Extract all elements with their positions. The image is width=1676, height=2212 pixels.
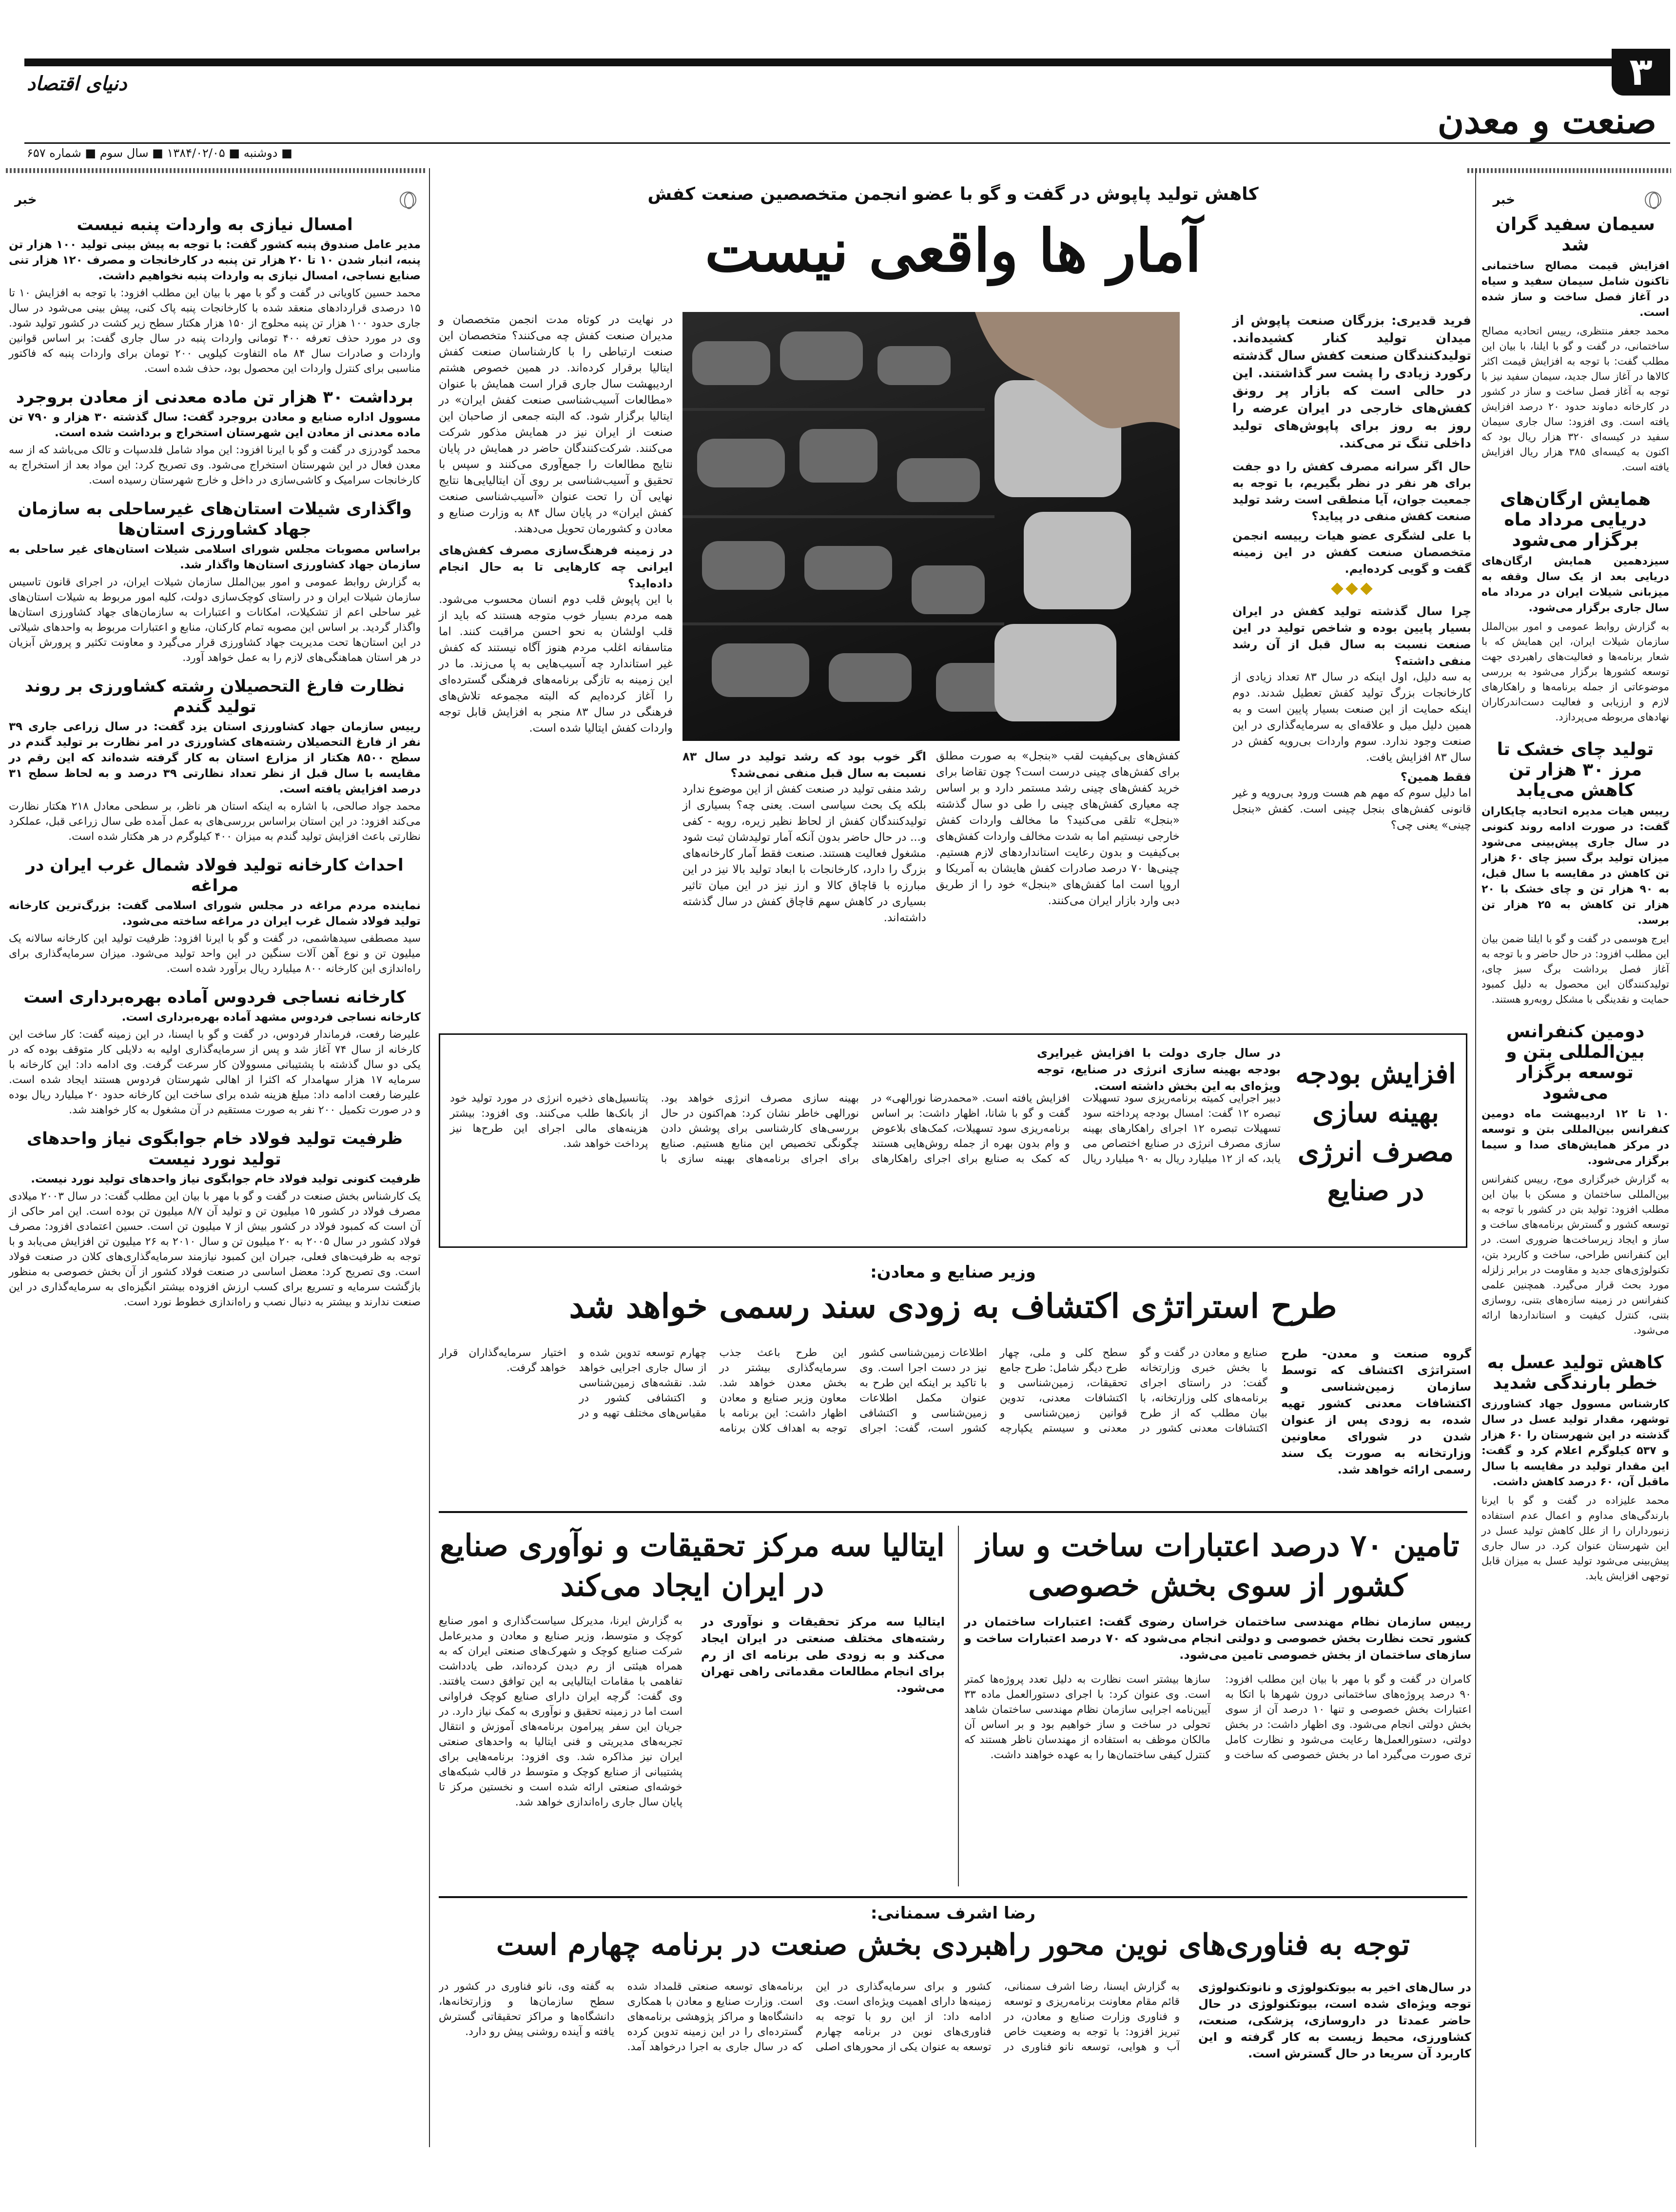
feature-text: در نهایت در کوتاه مدت انجمن متخصصان و مدیران صنعت کفش چه می‌کنند؟ متخصصان این صنعت ارتباطی را با کارشناسان صنعت کفش ایتالیا برقرار کرده‌اند. در همین خصوص هشتم اردیبهشت سال جاری قرار است همایش با عنوان «مطالعات آسیب‌شناسی صنعت کفش ایران» در ایتالیا برگزار شود. که البته جمعی از صاحبان این صنعت از ایران نیز در همایش مذکور شرکت می‌کنند. شرکت‌کنندگان حاضر در همایش در پایان نتایج مطالعات را جمع‌آوری می‌کنند و سپس با تحقیق و آسیب‌شناسی بر روی آن ایتالیایی‌ها نتایج نهایی آن را تحت عنوان «آسیب‌شناسی صنعت کفش ایران» در پایان سال ۸۴ به وزارت صنایع و معادن و کشورمان تحویل می‌دهند. bbox=[439, 313, 673, 535]
feature-col4 bbox=[936, 748, 1180, 909]
feature-text: به سه دلیل، اول اینکه در سال ۸۳ تعداد زیادی از کارخانجات بزرگ تولید کفش تعطیل شدند. دوم اینکه حمایت از این صنعت بسیار پایین است و به همین دلیل میل و علاقه‌ای به سرمایه‌گذاری در این صنعت وجود ندارد. سوم واردات بی‌رویه کفش در سال ۸۳ افزایش یافت. bbox=[1232, 671, 1471, 764]
main-title: آمار ها واقعی نیست bbox=[704, 216, 1202, 285]
news-title: تولید چای خشک تا مرز ۳۰ هزار تن کاهش می‌یابد bbox=[1497, 739, 1654, 800]
news-item bbox=[9, 855, 421, 976]
left-col-divider bbox=[429, 168, 430, 2147]
news-item bbox=[9, 499, 421, 665]
construction-title: تامین ۷۰ درصد اعتبارات ساخت و ساز کشور از سوی بخش خصوصی bbox=[976, 1528, 1460, 1603]
main-kicker: کاهش تولید پاپوش در گفت و گو با عضو انجمن متخصصین صنعت کفش bbox=[647, 184, 1259, 204]
section-rule bbox=[439, 1511, 1467, 1513]
news-title: برداشت ۳۰ هزار تن ماده معدنی از معادن بروجرد bbox=[16, 388, 414, 407]
news-title: کاهش تولید عسل به خطر بارندگی شدید bbox=[1487, 1353, 1664, 1393]
right-tag: خبر bbox=[1493, 193, 1515, 207]
nano-lead: در سال‌های اخیر به بیوتکنولوژی و نانوتکنولوژی توجه ویژه‌ای شده است، بیوتکنولوژی در حال حاضر عمدتا در داروسازی، پزشکی، صنعت، کشاورزی، محیط زیست به کار گرفته و این کاربرد آن سریعا در حال گسترش است. bbox=[1198, 1980, 1471, 2060]
news-title: نظارت فارغ التحصیلان رشته کشاورزی بر روند تولید گندم bbox=[24, 677, 405, 717]
nano-title: توجه به فناوری‌های نوین محور راهبردی بخش صنعت در برنامه چهارم است bbox=[496, 1928, 1410, 1962]
news-body: ایرج هوسمی در گفت و گو با ایلنا ضمن بیان این مطلب افزود: در حال حاضر و با توجه به آغاز فصل برداشت برگ سبز چای، تولیدکنندگان این محصول به دلیل کمبود حمایت و نقدینگی با مشکل روبه‌رو هستند. bbox=[1481, 933, 1669, 1005]
news-body: محمد جواد صالحی، با اشاره به اینکه استان هر ناظر، بر سطحی معادل ۲۱۸ هکتار نظارت می‌کند افزود: در این استان براساس بررسی‌های به عمل آمده طی سال زراعی قبل، عملکرد نظارتی باعث افزایش تولید گندم به میزان ۴۰۰ کیلوگرم در هر هکتار شده است. bbox=[9, 800, 421, 843]
feature-question: حال اگر سرانه مصرف کفش را دو جفت برای هر نفر در نظر بگیریم، با توجه به جمعیت جوان، آیا منطقی است رشد تولید صنعت کفش منفی در پیاید؟ bbox=[1232, 460, 1471, 523]
feature-question: اگر خوب بود که رشد تولید در سال ۸۳ نسبت به سال قبل منفی نمی‌شد؟ bbox=[682, 750, 926, 780]
construction-body: کامران در گفت و گو با مهر با بیان این مطلب افزود: ۹۰ درصد پروژه‌های ساختمانی درون شهرها با اتکا به اعتبارات بخش خصوصی و تنها ۱۰ درصد آن از سوی بخش دولتی انجام می‌شود. وی اظهار داشت: در بخش دولتی، دستورالعمل‌ها رعایت می‌شود و نظارت کامل تری صورت می‌گیرد اما در بخش خصوصی که ساخت و سازها بیشتر است نظارت به دلیل تعدد پروژه‌ها کمتر است. وی عنوان کرد: با اجرای دستورالعمل ماده ۳۳ آیین‌نامه اجرایی سازمان نظام مهندسی ساختمان شاهد تحولی در ساخت و ساز خواهیم بود و بر اساس آن مالکان موظف به استفاده از مهندسان ناظر هستند که کنترل کیفی ساختمان‌ها را به عهده خواهند داشت. bbox=[964, 1673, 1471, 1761]
news-item bbox=[9, 214, 421, 376]
news-title: احداث کارخانه تولید فولاد شمال غرب ایران در مراغه bbox=[26, 855, 404, 895]
left-tag-band bbox=[6, 168, 425, 173]
feature-question: چرا سال گذشته تولید کفش در ایران بسیار پایین بوده و شاخص تولید در این صنعت نسبت به سال قبل از آن رشد منفی داشته؟ bbox=[1232, 604, 1471, 668]
feature-text: با این پاپوش قلب دوم انسان محسوب می‌شود. همه مردم بسیار خوب متوجه هستند که باید از قلب اولشان به نحو احسن مراقبت کنند. اما متاسفانه اغلب مردم هنوز آگاه نیستند که کفش غیر استاندارد چه آسیب‌هایی به پا می‌زند. ما در این زمینه به تازگی برنامه‌های فرهنگی گسترده‌ای را آغاز کرده‌ایم که البته مجموعه تلاش‌های فرهنگی در سال ۸۳ منجر به افزایش قابل توجه واردات کفش ایتالیا شده است. bbox=[439, 593, 673, 735]
news-title: امسال نیازی به واردات پنبه نیست bbox=[77, 215, 353, 234]
news-title: دومین کنفرانس بین‌المللی بتن و توسعه برگزار می‌شود bbox=[1506, 1022, 1645, 1103]
news-body: به گزارش خبرگزاری موج، رییس کنفرانس بین‌المللی ساختمان و مسکن با بیان این مطلب افزود: تولید بتن در کشور با توجه به توسعه کشور و گسترش برنامه‌های ساخت و ساز و ایجاد زیرساخت‌ها ضروری است. در این کنفرانس طراحی، ساخت و کاربرد بتن، تکنولوژی‌های جدید و مقاومت در برابر زلزله مورد بحث قرار می‌گیرد. همچنین علمی کنفرانس در زمینه سازه‌های بتنی، روسازی بتنی، کنترل کیفیت و استانداردها ارائه می‌شود. bbox=[1481, 1173, 1669, 1336]
news-lead: مسوول اداره صنایع و معادن بروجرد گفت: سال گذشته ۳۰ هزار و ۷۹۰ تن ماده معدنی از معادن این شهرستان استخراج و برداشت شده است. bbox=[9, 411, 421, 439]
shoes-illustration bbox=[682, 312, 1180, 741]
news-lead: افزایش قیمت مصالح ساختمانی تاکنون شامل سیمان سفید و سیاه در آغاز فصل ساخت و ساز شده است. bbox=[1481, 260, 1669, 319]
news-title: سیمان سفید گران شد bbox=[1496, 214, 1655, 255]
news-item bbox=[1481, 1353, 1669, 1584]
news-item bbox=[9, 1128, 421, 1310]
right-tag-band bbox=[1467, 168, 1671, 173]
strategy-title: طرح استراتژی اکتشاف به زودی سند رسمی خواهد شد bbox=[569, 1287, 1337, 1326]
news-body: سید مصطفی سیدهاشمی، در گفت و گو با ایرنا افزود: ظرفیت تولید این کارخانه سالانه یک میلیون تن و نوع آهن آلات سنگین در این واحد تولید می‌شود. میزان سرمایه‌گذاری برای راه‌اندازی این کارخانه ۸۰۰ میلیارد ریال برآورد شده است. bbox=[9, 932, 421, 975]
right-news-column bbox=[1481, 214, 1669, 1598]
news-lead: کارخانه نساجی فردوس مشهد آماده بهره‌برداری است. bbox=[121, 1011, 421, 1024]
energy-lead: در سال جاری دولت با افزایش غیرایری بودجه بهینه سازی انرژی در صنایع، توجه ویژه‌ای به این بخش داشته است. bbox=[1037, 1046, 1281, 1093]
news-body: محمد گودرزی در گفت و گو با ایرنا افزود: این مواد شامل فلدسپات و تالک می‌باشد که از سه معدن فعال در این شهرستان استخراج می‌شود. وی تصریح کرد: این مواد بعد از استخراج به کارخانجات سرامیک و کاشی‌سازی در داخل و خارج شهرستان رسیده است. bbox=[9, 444, 421, 486]
shoe-shelves-photo bbox=[682, 312, 1180, 741]
news-lead: سیزدهمین همایش ارگان‌های دریایی بعد از یک سال وقفه به میزبانی شیلات ایران در مرداد ماه سال جاری برگزار می‌شود. bbox=[1481, 555, 1669, 614]
energy-title: افزایش بودجه بهینه سازی مصرف انرژی در صنایع bbox=[1295, 1058, 1456, 1207]
news-lead: نماینده مردم مراغه در مجلس شورای اسلامی گفت: بزرگ‌ترین کارخانه تولید فولاد شمال غرب ایران در مراغه ساخته می‌شود. bbox=[9, 899, 421, 928]
news-body: یک کارشناس بخش صنعت در گفت و گو با مهر با بیان این مطلب گفت: در سال ۲۰۰۳ میلادی مصرف فولاد در کشور ۱۵ میلیون تن و تولید آن ۸/۷ میلیون تن بوده است. این امر حاکی از آن است که کمبود فولاد در کشور بیش از ۷ میلیون تن است. حسین اعتمادی افزود: مصرف فولاد کشور در سال ۲۰۰۵ به ۲۰ میلیون تن و سال ۲۰۱۰ به ۲۶ میلیون تن افزایش می‌یابد و با توجه به ظرفیت‌های فعلی، جبران این کمبود نیازمند سرمایه‌گذاری‌های کلان در صنعت فولاد است. وی تصریح کرد: معضل اساسی در صنعت فولاد کشور از آن بخش خصوصی به منظور بازگشت سرمایه و تسریع برای کسب ارزش افزوده بیشتر انگیزه‌ای به سرمایه‌گذاری در این صنعت ندارند و بیشتر به دنبال نصب و راه‌اندازی خطوط نورد است. bbox=[9, 1190, 421, 1308]
feature-text: کفش‌های بی‌کیفیت لقب «بنجل» به صورت مطلق برای کفش‌های چینی درست است؟ چون تقاضا برای خرید کفش‌های چینی رشد مستمر دارد و بر اساس چه معیاری کفش‌های چینی را طی دو سال گذشته «بنجل» تلقی می‌کنید؟ ما مخالف واردات کفش خارجی نیستیم اما به شدت مخالف واردات کفش‌های بی‌کیفیت و بدون رعایت استانداردهای لازم هستیم. چینی‌ها ۷۰ درصد صادرات کفش هایشان به آمریکا و اروپا است اما کفش‌های «بنجل» خود را از طریق دبی وارد بازار ایران می‌کنند. bbox=[936, 750, 1180, 907]
left-tag: خبر bbox=[15, 193, 37, 207]
construction-lead: رییس سازمان نظام مهندسی ساختمان خراسان رضوی گفت: اعتبارات ساختمان در کشور تحت نظارت بخش خصوصی و دولتی انجام می‌شود که ۷۰ درصد اعتبارات ساخت و سازهای ساختمان از بخش خصوصی تامین می‌شود. bbox=[964, 1615, 1472, 1662]
italy-lead: ایتالیا سه مرکز تحقیقات و نوآوری در رشته‌های مختلف صنعتی در ایران ایجاد می‌کند و به زودی طی برنامه ای از رم برای انجام مطالعات مقدماتی راهی تهران می‌شود. bbox=[701, 1615, 945, 1695]
feature-col3 bbox=[682, 748, 926, 926]
news-lead: براساس مصوبات مجلس شورای اسلامی شیلات استان‌های غیر ساحلی به سازمان جهاد کشاورزی استان‌ها واگذار شد. bbox=[9, 543, 421, 571]
feature-text: اما دلیل سوم که مهم هم هست ورود بی‌رویه و غیر قانونی کفش‌های بنجل چینی است. کفش «بنجل چینی» یعنی چی؟ bbox=[1232, 787, 1471, 832]
news-item bbox=[9, 387, 421, 488]
news-item bbox=[1481, 739, 1669, 1007]
news-lead: رییس هیات مدیره اتحادیه چایکاران گفت: در صورت ادامه روند کنونی در سال جاری پیش‌بینی می‌شود میزان تولید برگ سبز چای ۶۰ هزار تن کاهش در مقایسه با سال قبل، به ۹۰ هزار تن و چای خشک با ۲۰ هزار تن کاهش به ۲۵ هزار تن برسد. bbox=[1481, 805, 1670, 927]
feature-question: در زمینه فرهنگ‌سازی مصرف کفش‌های ایرانی چه کارهایی تا به حال انجام داده‌اید؟ bbox=[439, 543, 673, 590]
nano-kicker: رضا اشرف سمنانی: bbox=[870, 1903, 1036, 1923]
news-item bbox=[1481, 214, 1669, 475]
news-lead: کارشناس مسوول جهاد کشاورزی توشهر، مقدار تولید عسل در سال گذشته در این شهرستان را ۶۰ هزار و ۵۳۷ کیلوگرم اعلام کرد و گفت: این مقدار تولید در مقایسه با سال ماقبل آن، ۶۰ درصد کاهش داشت. bbox=[1481, 1398, 1669, 1488]
feature-intro-column bbox=[1232, 312, 1471, 834]
brand-logo: دنیای اقتصاد bbox=[27, 72, 127, 95]
news-body: علیرضا رفعت، فرماندار فردوس، در گفت و گو با ایسنا، در این زمینه گفت: کار ساخت این کارخانه از سال ۷۴ آغاز شد و پس از سرمایه‌گذاری اولیه به دلایلی کار متوقف بوده که در یکی دو سال گذشته با پشتیبانی مسوولان کار سرعت گرفت. وی ادامه داد: این کارخانه با سرمایه ۱۷ هزار سهامدار که اکثرا از اهالی شهرستان فردوس هستند ایجاد شده است. علیرضا رفعت ادامه داد: مبلغ هزینه شده برای ساخت این کارخانه حدود ۲۰ میلیارد ریال بوده و در صورت تکمیل ۲۰۰ نفر به صورت مستقیم در آن مشغول به کار خواهند شد. bbox=[9, 1028, 421, 1116]
news-body: محمد علیزاده در گفت و گو با ایرنا بارندگی‌های مداوم و اعمال عدم استفاده زنبورداران را از علل کاهش تولید عسل در این شهرستان عنوان کرد. در سال جاری پیش‌بینی می‌شود تولید عسل به میزان قابل توجهی افزایش یابد. bbox=[1481, 1494, 1669, 1582]
feature-intro: فرید قدیری: بزرگان صنعت پاپوش از میدان تولید کنار کشیده‌اند. تولیدکنندگان صنعت کفش سال گذشته رکورد زیادی را پشت سر گذاشتند. این در حالی است که بازار پر رونق کفش‌های خارجی در ایران عرضه را روز به روز برای پاپوش‌های تولید داخلی تنگ تر می‌کند. bbox=[1232, 313, 1471, 451]
right-col-divider bbox=[1475, 168, 1476, 2147]
page-number: ۳ bbox=[1612, 49, 1670, 96]
feature-answer: با علی لشگری عضو هیات رییسه انجمن متخصصان صنعت کفش در این زمینه گفت و گویی کرده‌ایم. bbox=[1232, 529, 1471, 576]
news-item bbox=[1481, 1022, 1669, 1338]
news-title: کارخانه نساجی فردوس آماده بهره‌برداری است bbox=[23, 988, 406, 1007]
news-body: محمد جعفر منتظری، رییس اتحادیه مصالح ساختمانی، در گفت و گو با ایلنا، با بیان این مطلب گفت: با توجه به افزایش قیمت اکثر کالاها در آغاز سال جدید، سیمان سفید نیز با توجه به آغاز فصل ساخت و ساز در کشور در کارخانه دماوند حدود ۲۰ درصد افزایش یافته است. وی افزود: سال جاری سیمان سفید در کیسه‌ای ۳۲۰ هزار ریال بود که اکنون به کیسه‌ای ۳۸۵ هزار ریال افزایش یافته است. bbox=[1481, 325, 1670, 473]
news-lead: مدیر عامل صندوق پنبه کشور گفت: با توجه به پیش بینی تولید ۱۰۰ هزار تن پنبه، انبار شدن ۱۰ تا ۲۰ هزار تن پنبه در کارخانجات و مصرف ۱۲۰ هزار تنی صنایع نساجی، امسال نیازی به واردات پنبه نخواهیم داشت. bbox=[9, 238, 421, 282]
news-item bbox=[9, 987, 421, 1118]
news-title: ظرفیت تولید فولاد خام جوابگوی نیاز واحدهای تولید نورد نیست bbox=[26, 1129, 403, 1169]
masthead-underline bbox=[24, 142, 1670, 144]
globe-icon bbox=[1645, 192, 1661, 208]
feature-text: رشد منفی تولید در صنعت کفش از این موضوع ندارد بلکه یک بحث سیاسی است. یعنی چه؟ بسیاری از تولیدکنندگان کفش از لحاظ نظیر زیره، رویه - کفی و... در حال حاضر بدون آنکه آمار تولیدشان ثبت شود مشغول فعالیت هستند. صنعت فقط آمار کارخانه‌های بزرگ را دارد، کارخانجات با ابعاد تولید بالا نیز در این مبارزه با قاچاق کالا و ارز نیز در این میان تاثیر بسیاری در کاهش سهم قاچاق کفش در سال گذشته داشته‌اند. bbox=[682, 783, 926, 924]
masthead-rule bbox=[24, 58, 1670, 66]
strategy-kicker: وزیر صنایع و معادن: bbox=[870, 1262, 1036, 1282]
news-lead: ظرفیت کنونی تولید فولاد خام جوابگوی نیاز واحدهای تولید نورد نیست. bbox=[31, 1173, 421, 1185]
left-news-column bbox=[9, 214, 421, 1320]
news-body: به گزارش روابط عمومی و امور بین‌الملل سازمان شیلات ایران، این همایش که با شعار برنامه‌ها و فعالیت‌های راهبردی جهت توسعه کشورها برگزار می‌شود به بررسی موضوعاتی از جمله برنامه‌ها و راهکارهای لازم و ارزیابی و فعالیت دست‌اندرکاران نهادهای مربوطه می‌پردازد. bbox=[1481, 621, 1669, 723]
energy-box bbox=[439, 1033, 1467, 1248]
section-rule bbox=[439, 1896, 1467, 1898]
energy-text-col bbox=[1037, 1045, 1281, 1094]
article-divider bbox=[958, 1526, 959, 1886]
strategy-lead: گروه صنعت و معدن- طرح استراتژی اکتشاف که توسط سازمان زمین‌شناسی و اکتشافات معدنی کشور تهیه شده، به زودی پس از عنوان شدن در شورای معاونین وزارتخانه به صورت یک سند رسمی ارائه خواهد شد. bbox=[1281, 1347, 1471, 1476]
nano-body: به گزارش ایسنا، رضا اشرف سمنانی، قائم مقام معاونت برنامه‌ریزی و توسعه و فناوری وزارت صنایع و معادن، در تبریز افزود: با توجه به وضعیت خاص آب و هوایی، توسعه نانو فناوری در کشور و برای سرمایه‌گذاری در این زمینه‌ها دارای اهمیت ویژه‌ای است. وی ادامه داد: از این رو با توجه به فناوری‌های نوین در برنامه چهارم توسعه به عنوان یکی از محورهای اصلی برنامه‌های توسعه صنعتی قلمداد شده است. وزارت صنایع و معادن با همکاری دانشگاه‌ها و مراکز پژوهشی برنامه‌های گسترده‌ای را در این زمینه تدوین کرده که در سال جاری به اجرا درخواهد آمد. به گفته وی، نانو فناوری در کشور در سطح سازمان‌ها و وزارتخانه‌ها، دانشگاه‌ها و مراکز تحقیقاتی گسترش یافته و آینده روشنی پیش رو دارد. bbox=[439, 1980, 1180, 2053]
strategy-body: صنایع و معادن در گفت و گو با بخش خبری وزارتخانه گفت: در راستای اجرای برنامه‌های کلی وزارتخانه، با بیان مطلب که از طرح اکتشافات معدنی کشور در سطح کلی و ملی، چهار طرح دیگر شامل: طرح جامع تحقیقات، زمین‌شناسی و اکتشافات معدنی، تدوین قوانین زمین‌شناسی و معدنی و سیستم یکپارچه اطلاعات زمین‌شناسی کشور نیز در دست اجرا است. وی با تاکید بر اینکه این طرح به عنوان مکمل اطلاعات زمین‌شناسی و اکتشافی کشور است، گفت: اجرای این طرح باعث جذب سرمایه‌گذاری بیشتر در بخش معدن خواهد شد. معاون وزیر صنایع و معادن اظهار داشت: این برنامه با توجه به اهداف کلان برنامه چهارم توسعه تدوین شده و از سال جاری اجرایی خواهد شد. نقشه‌های زمین‌شناسی و اکتشافی کشور در مقیاس‌های مختلف تهیه و در اختیار سرمایه‌گذاران قرار خواهد گرفت. bbox=[439, 1347, 1267, 1435]
feature-question: فقط همین؟ bbox=[1400, 770, 1471, 784]
news-body: محمد حسین کاویانی در گفت و گو با مهر با بیان این مطلب افزود: با توجه به افزایش ۱۰ تا ۱۵ درصدی قراردادهای منعقد شده با کارخانجات پنبه پاک کنی، پیش بینی می‌شود در سال جاری حدود ۱۰۰ هزار تن پنبه محلوج از ۱۵۰ هزار هکتار سطح زیر کشت در کشور تولید شود. وی در مورد حذف تعرفه ۴۰۰ تومانی واردات پنبه در سال جاری گفت: بر اساس قوانین واردات و صادرات سال ۸۴ ماه التفاوت کیلویی ۲۰۰ تومان برای واردات پنبه که فاکتور مناسبی برای کنترل واردات این محصول بود، حذف شده است. bbox=[9, 287, 421, 375]
energy-body: دبیر اجرایی کمیته برنامه‌ریزی سود تسهیلات تبصره ۱۲ گفت: امسال بودجه پرداخته سود تسهیلات تبصره ۱۲ اجرای راهکارهای بهینه سازی مصرف انرژی در صنایع اختصاص می یابد، که از ۱۲ میلیارد ریال به ۹۰ میلیارد ریال افزایش یافته است. «محمدرضا نورالهی» در گفت و گو با شانا، اظهار داشت: بر اساس برنامه‌ریزی سود تسهیلات، کمک‌های بلاعوض و وام بدون بهره از جمله روش‌هایی هستند که کمک به صنایع برای اجرای راهکارهای بهینه سازی مصرف انرژی خواهد بود. نورالهی خاطر نشان کرد: هم‌اکنون در حال بررسی‌های کارشناسی برای پوشش دادن چگونگی تخصیص این منابع هستیم. صنایع برای اجرای برنامه‌های بهینه سازی با پتانسیل‌های ذخیره انرژی در مورد تولید خود از بانک‌ها طلب می‌کنند. وی افزود: بیشتر هزینه‌های مالی اجرای این طرح‌ها نیز پرداخت خواهد شد. bbox=[450, 1092, 1281, 1165]
news-lead: رییس سازمان جهاد کشاورزی استان یزد گفت: در سال زراعی جاری ۳۹ نفر از فارغ التحصیلان رشته‌های کشاورزی در امر نظارت بر تولید گندم در سطح ۸۵۰۰ هکتار از مزارع استان به کار گرفته شده‌اند که این رقم در مقایسه با سال قبل از نظر تعداد نظارتی ۳۹ درصد و به لحاظ سطح ۳۱ درصد افزایش یافته است. bbox=[9, 720, 421, 796]
news-body: به گزارش روابط عمومی و امور بین‌الملل سازمان شیلات ایران، در اجرای قانون تاسیس سازمان شیلات ایران و در راستای کوچک‌سازی دولت، کلیه امور مربوط به شیلات استان‌های غیر ساحلی اعم از تشکیلات، امکانات و اعتبارات به سازمان‌های جهاد کشاورزی استان‌ها واگذار گردید. بر اساس این مصوبه تمام کارکنان، منابع و اعتبارات مربوط به واحدهای شیلاتی در این استان‌ها تحت مدیریت جهاد کشاورزی قرار می‌گیرد و معاونت تکثیر و پرورش آبزیان در هر استان هماهنگی‌های لازم را به عمل خواهد آورد. bbox=[9, 576, 421, 664]
news-lead: ۱۰ تا ۱۲ اردیبهشت ماه دومین کنفرانس بین‌المللی بتن و توسعه در مرکز همایش‌های صدا و سیما برگزار می‌شود. bbox=[1481, 1108, 1669, 1167]
globe-icon bbox=[400, 192, 416, 208]
news-title: همایش ارگان‌های دریایی مرداد ماه برگزار می‌شود bbox=[1500, 489, 1651, 550]
news-item bbox=[1481, 489, 1669, 725]
italy-body: به گزارش ایرنا، مدیرکل سیاست‌گذاری و امور صنایع کوچک و متوسط، وزیر صنایع و معادن و مدیرعامل شرکت صنایع کوچک و شهرک‌های صنعتی ایران که به همراه هیئتی از رم دیدن کرده‌اند، طی یادداشت تفاهمی با مقامات ایتالیایی به این توافق دست یافتند. وی گفت: گرچه ایران دارای صنایع کوچک فراوانی است اما در زمینه تحقیق و نوآوری به کمک نیاز دارد. در جریان این سفر پیرامون برنامه‌های آموزش و انتقال تجربه‌های مدیریتی و فنی ایتالیا به واحدهای صنعتی ایران نیز مذاکره شد. وی افزود: برنامه‌هایی برای پشتیبانی از صنایع کوچک و متوسط در قالب شبکه‌های خوشه‌ای صنعتی ارائه شده است و نخستین مرکز تا پایان سال جاری راه‌اندازی خواهد شد. bbox=[439, 1615, 682, 1808]
italy-title: ایتالیا سه مرکز تحقیقات و نوآوری صنایع در ایران ایجاد می‌کند bbox=[440, 1528, 945, 1603]
feature-left-column bbox=[439, 312, 673, 737]
separator-diamonds bbox=[1232, 582, 1471, 598]
news-title: واگذاری شیلات استان‌های غیرساحلی به سازمان جهاد کشاورزی استان‌ها bbox=[18, 499, 412, 539]
news-item bbox=[9, 676, 421, 844]
dateline: ■ دوشنبه ■ ۱۳۸۴/۰۲/۰۵ ■ سال سوم ■ شماره ۶۵۷ bbox=[27, 146, 292, 160]
section-title: صنعت و معدن bbox=[1437, 100, 1657, 142]
